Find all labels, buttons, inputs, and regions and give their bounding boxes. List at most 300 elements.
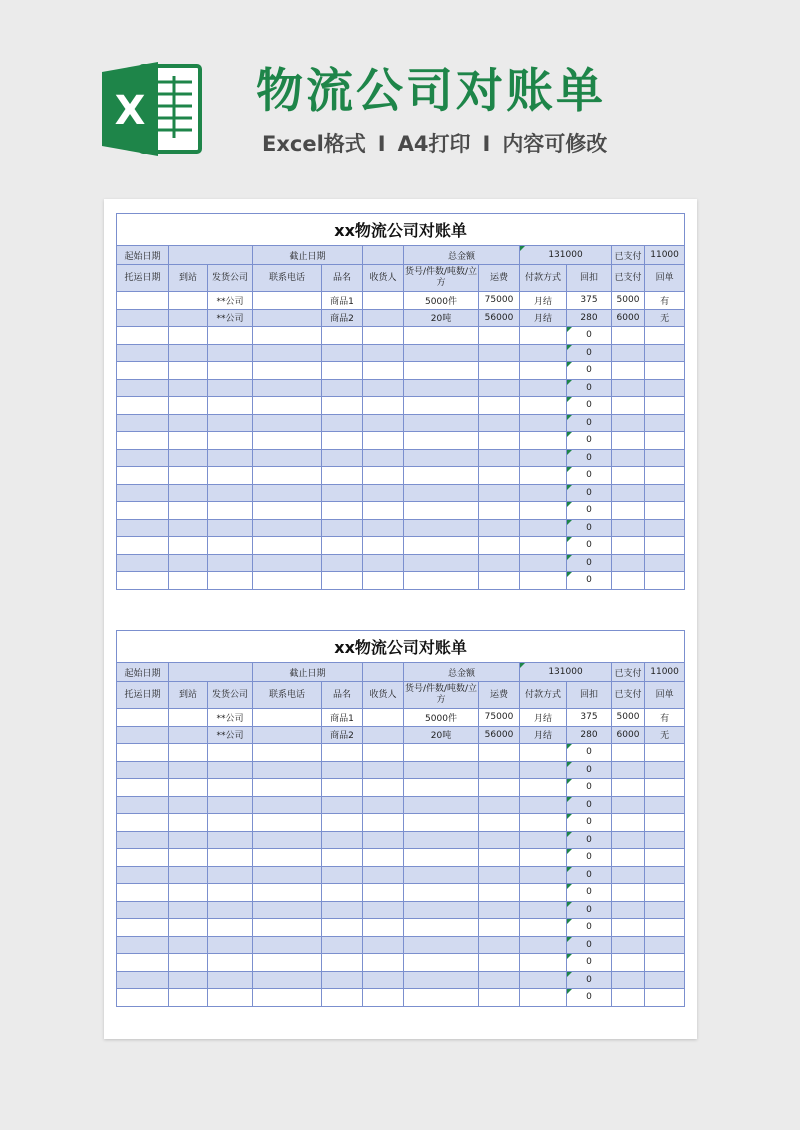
table-cell[interactable]	[612, 519, 645, 537]
total-amount-value[interactable]: 131000	[520, 246, 612, 265]
table-cell[interactable]	[253, 761, 322, 779]
table-cell[interactable]	[253, 554, 322, 572]
table-cell[interactable]	[612, 796, 645, 814]
table-cell[interactable]	[169, 449, 208, 467]
table-cell[interactable]	[520, 432, 567, 450]
table-cell[interactable]	[520, 572, 567, 590]
table-cell[interactable]	[208, 379, 253, 397]
table-cell[interactable]	[612, 362, 645, 380]
table-cell[interactable]: 0	[567, 449, 612, 467]
table-cell[interactable]: 0	[567, 866, 612, 884]
table-cell[interactable]	[253, 292, 322, 310]
table-cell[interactable]	[645, 414, 685, 432]
table-cell[interactable]: 无	[645, 309, 685, 327]
table-cell[interactable]	[208, 502, 253, 520]
table-cell[interactable]	[612, 554, 645, 572]
table-cell[interactable]	[404, 971, 479, 989]
table-cell[interactable]	[253, 362, 322, 380]
table-cell[interactable]: 0	[567, 397, 612, 415]
table-cell[interactable]	[404, 901, 479, 919]
table-cell[interactable]	[520, 919, 567, 937]
table-cell[interactable]	[169, 397, 208, 415]
table-cell[interactable]	[322, 519, 363, 537]
table-cell[interactable]	[479, 554, 520, 572]
table-cell[interactable]	[520, 814, 567, 832]
table-cell[interactable]	[363, 537, 404, 555]
table-cell[interactable]	[520, 866, 567, 884]
table-cell[interactable]	[253, 414, 322, 432]
table-cell[interactable]	[208, 901, 253, 919]
table-cell[interactable]	[479, 744, 520, 762]
table-cell[interactable]	[322, 537, 363, 555]
table-cell[interactable]	[520, 327, 567, 345]
table-cell[interactable]	[404, 449, 479, 467]
table-cell[interactable]	[208, 554, 253, 572]
table-cell[interactable]	[169, 362, 208, 380]
table-cell[interactable]	[479, 761, 520, 779]
table-cell[interactable]	[520, 779, 567, 797]
table-cell[interactable]	[117, 796, 169, 814]
table-cell[interactable]	[322, 796, 363, 814]
table-cell[interactable]	[612, 936, 645, 954]
table-cell[interactable]	[169, 344, 208, 362]
table-cell[interactable]	[169, 292, 208, 310]
table-cell[interactable]	[520, 554, 567, 572]
table-cell[interactable]: 5000	[612, 709, 645, 727]
table-cell[interactable]	[645, 866, 685, 884]
table-cell[interactable]: **公司	[208, 726, 253, 744]
table-cell[interactable]: 6000	[612, 309, 645, 327]
table-cell[interactable]: 0	[567, 554, 612, 572]
table-cell[interactable]	[612, 572, 645, 590]
table-cell[interactable]	[479, 537, 520, 555]
table-cell[interactable]: 0	[567, 849, 612, 867]
table-cell[interactable]	[612, 449, 645, 467]
table-cell[interactable]	[208, 467, 253, 485]
table-cell[interactable]	[479, 884, 520, 902]
table-cell[interactable]	[363, 709, 404, 727]
table-cell[interactable]	[322, 971, 363, 989]
table-cell[interactable]	[645, 519, 685, 537]
table-cell[interactable]	[520, 849, 567, 867]
table-cell[interactable]	[404, 814, 479, 832]
table-cell[interactable]	[208, 397, 253, 415]
table-cell[interactable]	[520, 414, 567, 432]
table-cell[interactable]	[479, 866, 520, 884]
table-cell[interactable]	[404, 936, 479, 954]
table-cell[interactable]: 280	[567, 726, 612, 744]
table-cell[interactable]: 0	[567, 484, 612, 502]
table-cell[interactable]	[520, 761, 567, 779]
table-cell[interactable]	[363, 572, 404, 590]
table-cell[interactable]	[363, 744, 404, 762]
table-cell[interactable]	[520, 537, 567, 555]
table-cell[interactable]	[479, 449, 520, 467]
table-cell[interactable]	[117, 414, 169, 432]
table-cell[interactable]	[322, 379, 363, 397]
table-cell[interactable]	[404, 362, 479, 380]
table-cell[interactable]: 商品1	[322, 709, 363, 727]
table-cell[interactable]	[322, 779, 363, 797]
table-cell[interactable]	[117, 954, 169, 972]
start-date-value[interactable]	[169, 663, 253, 682]
table-cell[interactable]	[612, 866, 645, 884]
table-cell[interactable]	[645, 327, 685, 345]
table-cell[interactable]	[169, 467, 208, 485]
table-cell[interactable]	[322, 554, 363, 572]
table-cell[interactable]	[612, 761, 645, 779]
end-date-value[interactable]	[363, 663, 404, 682]
table-cell[interactable]	[322, 327, 363, 345]
table-cell[interactable]	[322, 744, 363, 762]
table-cell[interactable]	[169, 796, 208, 814]
table-cell[interactable]: 有	[645, 292, 685, 310]
table-cell[interactable]: 0	[567, 831, 612, 849]
table-cell[interactable]: 0	[567, 432, 612, 450]
table-cell[interactable]	[612, 744, 645, 762]
paid-value[interactable]: 11000	[645, 663, 685, 682]
table-cell[interactable]: 商品2	[322, 309, 363, 327]
table-cell[interactable]	[404, 519, 479, 537]
table-cell[interactable]: 月结	[520, 292, 567, 310]
table-cell[interactable]	[253, 831, 322, 849]
table-cell[interactable]	[117, 866, 169, 884]
table-cell[interactable]	[363, 432, 404, 450]
table-cell[interactable]	[645, 849, 685, 867]
table-cell[interactable]	[169, 901, 208, 919]
table-cell[interactable]	[322, 502, 363, 520]
table-cell[interactable]	[612, 502, 645, 520]
table-cell[interactable]	[645, 744, 685, 762]
table-cell[interactable]	[322, 989, 363, 1007]
table-cell[interactable]	[322, 449, 363, 467]
table-cell[interactable]	[645, 954, 685, 972]
table-cell[interactable]	[520, 467, 567, 485]
table-cell[interactable]: 56000	[479, 726, 520, 744]
table-cell[interactable]	[612, 327, 645, 345]
table-cell[interactable]	[363, 919, 404, 937]
table-cell[interactable]	[404, 467, 479, 485]
table-cell[interactable]	[208, 831, 253, 849]
table-cell[interactable]	[645, 484, 685, 502]
table-cell[interactable]	[117, 362, 169, 380]
table-cell[interactable]	[169, 779, 208, 797]
table-cell[interactable]	[645, 397, 685, 415]
table-cell[interactable]	[479, 989, 520, 1007]
table-cell[interactable]	[520, 831, 567, 849]
table-cell[interactable]	[117, 449, 169, 467]
table-cell[interactable]	[169, 919, 208, 937]
table-cell[interactable]: 商品2	[322, 726, 363, 744]
table-cell[interactable]: 0	[567, 414, 612, 432]
table-cell[interactable]	[645, 779, 685, 797]
table-cell[interactable]	[404, 849, 479, 867]
table-cell[interactable]	[363, 726, 404, 744]
table-cell[interactable]	[117, 709, 169, 727]
table-cell[interactable]	[322, 572, 363, 590]
table-cell[interactable]	[322, 919, 363, 937]
table-cell[interactable]	[520, 449, 567, 467]
table-cell[interactable]	[169, 432, 208, 450]
table-cell[interactable]	[404, 502, 479, 520]
table-cell[interactable]	[208, 537, 253, 555]
table-cell[interactable]	[404, 831, 479, 849]
table-cell[interactable]	[208, 866, 253, 884]
table-cell[interactable]	[363, 519, 404, 537]
table-cell[interactable]: 5000件	[404, 709, 479, 727]
table-cell[interactable]	[117, 726, 169, 744]
total-amount-value[interactable]: 131000	[520, 663, 612, 682]
table-cell[interactable]	[363, 884, 404, 902]
table-cell[interactable]	[612, 989, 645, 1007]
table-cell[interactable]	[479, 467, 520, 485]
table-cell[interactable]	[520, 344, 567, 362]
table-cell[interactable]	[208, 484, 253, 502]
table-cell[interactable]: 0	[567, 467, 612, 485]
table-cell[interactable]	[117, 814, 169, 832]
table-cell[interactable]	[612, 849, 645, 867]
table-cell[interactable]	[253, 744, 322, 762]
table-cell[interactable]: 0	[567, 744, 612, 762]
table-cell[interactable]	[169, 519, 208, 537]
table-cell[interactable]	[520, 502, 567, 520]
table-cell[interactable]	[117, 397, 169, 415]
table-cell[interactable]	[479, 796, 520, 814]
table-cell[interactable]	[322, 814, 363, 832]
table-cell[interactable]	[612, 537, 645, 555]
table-cell[interactable]: 0	[567, 901, 612, 919]
table-cell[interactable]: 月结	[520, 709, 567, 727]
table-cell[interactable]	[479, 919, 520, 937]
table-cell[interactable]	[208, 449, 253, 467]
table-cell[interactable]	[117, 484, 169, 502]
table-cell[interactable]	[117, 761, 169, 779]
table-cell[interactable]	[169, 761, 208, 779]
table-cell[interactable]	[363, 814, 404, 832]
table-cell[interactable]	[520, 362, 567, 380]
table-cell[interactable]	[520, 901, 567, 919]
table-cell[interactable]	[479, 901, 520, 919]
table-cell[interactable]: 月结	[520, 726, 567, 744]
table-cell[interactable]	[404, 327, 479, 345]
table-cell[interactable]: 0	[567, 814, 612, 832]
table-cell[interactable]	[253, 726, 322, 744]
table-cell[interactable]	[404, 537, 479, 555]
table-cell[interactable]	[404, 989, 479, 1007]
table-cell[interactable]	[253, 397, 322, 415]
table-cell[interactable]	[645, 919, 685, 937]
table-cell[interactable]	[169, 884, 208, 902]
table-cell[interactable]: 75000	[479, 709, 520, 727]
table-cell[interactable]: 月结	[520, 309, 567, 327]
table-cell[interactable]	[404, 954, 479, 972]
table-cell[interactable]	[208, 744, 253, 762]
table-cell[interactable]	[520, 484, 567, 502]
table-cell[interactable]	[208, 796, 253, 814]
table-cell[interactable]	[479, 414, 520, 432]
table-cell[interactable]	[322, 484, 363, 502]
table-cell[interactable]	[363, 849, 404, 867]
table-cell[interactable]: 0	[567, 796, 612, 814]
table-cell[interactable]	[479, 484, 520, 502]
table-cell[interactable]	[169, 484, 208, 502]
table-cell[interactable]	[645, 554, 685, 572]
table-cell[interactable]	[253, 709, 322, 727]
table-cell[interactable]	[363, 989, 404, 1007]
table-cell[interactable]	[645, 537, 685, 555]
table-cell[interactable]	[117, 989, 169, 1007]
table-cell[interactable]	[520, 936, 567, 954]
table-cell[interactable]	[169, 309, 208, 327]
table-cell[interactable]	[363, 309, 404, 327]
table-cell[interactable]	[253, 484, 322, 502]
table-cell[interactable]	[117, 919, 169, 937]
table-cell[interactable]	[645, 362, 685, 380]
table-cell[interactable]	[169, 327, 208, 345]
table-cell[interactable]	[253, 901, 322, 919]
table-cell[interactable]	[645, 344, 685, 362]
table-cell[interactable]	[169, 744, 208, 762]
table-cell[interactable]	[363, 971, 404, 989]
paid-value[interactable]: 11000	[645, 246, 685, 265]
table-cell[interactable]: 5000	[612, 292, 645, 310]
table-cell[interactable]	[169, 554, 208, 572]
table-cell[interactable]	[479, 519, 520, 537]
table-cell[interactable]	[479, 362, 520, 380]
table-cell[interactable]	[117, 779, 169, 797]
table-cell[interactable]: 375	[567, 709, 612, 727]
table-cell[interactable]	[169, 954, 208, 972]
table-cell[interactable]	[322, 884, 363, 902]
table-cell[interactable]	[645, 572, 685, 590]
table-cell[interactable]	[208, 761, 253, 779]
table-cell[interactable]	[169, 537, 208, 555]
table-cell[interactable]	[169, 709, 208, 727]
table-cell[interactable]: 0	[567, 971, 612, 989]
table-cell[interactable]	[612, 379, 645, 397]
table-cell[interactable]	[253, 309, 322, 327]
table-cell[interactable]: 0	[567, 989, 612, 1007]
table-cell[interactable]: 20吨	[404, 309, 479, 327]
table-cell[interactable]	[208, 414, 253, 432]
table-cell[interactable]	[208, 814, 253, 832]
table-cell[interactable]	[363, 779, 404, 797]
table-cell[interactable]: 0	[567, 884, 612, 902]
table-cell[interactable]	[404, 379, 479, 397]
table-cell[interactable]: 0	[567, 954, 612, 972]
table-cell[interactable]	[208, 849, 253, 867]
table-cell[interactable]	[208, 884, 253, 902]
table-cell[interactable]	[404, 884, 479, 902]
table-cell[interactable]: 有	[645, 709, 685, 727]
table-cell[interactable]	[363, 467, 404, 485]
table-cell[interactable]	[117, 884, 169, 902]
table-cell[interactable]	[253, 919, 322, 937]
table-cell[interactable]	[253, 432, 322, 450]
table-cell[interactable]	[645, 971, 685, 989]
table-cell[interactable]	[404, 484, 479, 502]
table-cell[interactable]	[645, 761, 685, 779]
table-cell[interactable]	[253, 779, 322, 797]
table-cell[interactable]	[404, 554, 479, 572]
table-cell[interactable]	[253, 796, 322, 814]
table-cell[interactable]: 0	[567, 919, 612, 937]
table-cell[interactable]	[322, 831, 363, 849]
table-cell[interactable]	[479, 502, 520, 520]
table-cell[interactable]	[322, 954, 363, 972]
table-cell[interactable]	[645, 379, 685, 397]
table-cell[interactable]	[208, 519, 253, 537]
table-cell[interactable]	[117, 831, 169, 849]
table-cell[interactable]	[117, 537, 169, 555]
table-cell[interactable]	[612, 884, 645, 902]
table-cell[interactable]	[322, 467, 363, 485]
table-cell[interactable]: 无	[645, 726, 685, 744]
table-cell[interactable]	[169, 849, 208, 867]
table-cell[interactable]	[363, 344, 404, 362]
table-cell[interactable]	[253, 866, 322, 884]
table-cell[interactable]	[520, 954, 567, 972]
table-cell[interactable]: **公司	[208, 309, 253, 327]
table-cell[interactable]: 20吨	[404, 726, 479, 744]
table-cell[interactable]: 0	[567, 362, 612, 380]
table-cell[interactable]	[208, 572, 253, 590]
table-cell[interactable]	[479, 936, 520, 954]
table-cell[interactable]	[363, 292, 404, 310]
table-cell[interactable]	[208, 919, 253, 937]
table-cell[interactable]	[479, 432, 520, 450]
table-cell[interactable]	[117, 292, 169, 310]
table-cell[interactable]	[612, 414, 645, 432]
table-cell[interactable]	[404, 397, 479, 415]
table-cell[interactable]	[253, 884, 322, 902]
table-cell[interactable]	[322, 362, 363, 380]
table-cell[interactable]	[612, 954, 645, 972]
table-cell[interactable]	[117, 519, 169, 537]
table-cell[interactable]: 0	[567, 502, 612, 520]
table-cell[interactable]	[169, 866, 208, 884]
table-cell[interactable]	[322, 397, 363, 415]
table-cell[interactable]	[479, 779, 520, 797]
table-cell[interactable]	[322, 866, 363, 884]
table-cell[interactable]	[404, 761, 479, 779]
table-cell[interactable]	[645, 901, 685, 919]
table-cell[interactable]	[404, 344, 479, 362]
table-cell[interactable]	[363, 362, 404, 380]
table-cell[interactable]	[253, 344, 322, 362]
table-cell[interactable]	[253, 936, 322, 954]
table-cell[interactable]: 0	[567, 519, 612, 537]
table-cell[interactable]: **公司	[208, 709, 253, 727]
table-cell[interactable]	[117, 572, 169, 590]
table-cell[interactable]	[612, 432, 645, 450]
table-cell[interactable]	[520, 379, 567, 397]
table-cell[interactable]	[169, 814, 208, 832]
table-cell[interactable]	[404, 414, 479, 432]
table-cell[interactable]	[208, 344, 253, 362]
table-cell[interactable]: 375	[567, 292, 612, 310]
table-cell[interactable]: 0	[567, 344, 612, 362]
table-cell[interactable]	[645, 831, 685, 849]
table-cell[interactable]	[322, 414, 363, 432]
table-cell[interactable]	[363, 327, 404, 345]
table-cell[interactable]	[322, 936, 363, 954]
table-cell[interactable]	[645, 989, 685, 1007]
table-cell[interactable]	[117, 327, 169, 345]
table-cell[interactable]	[117, 849, 169, 867]
table-cell[interactable]	[404, 919, 479, 937]
table-cell[interactable]	[479, 954, 520, 972]
